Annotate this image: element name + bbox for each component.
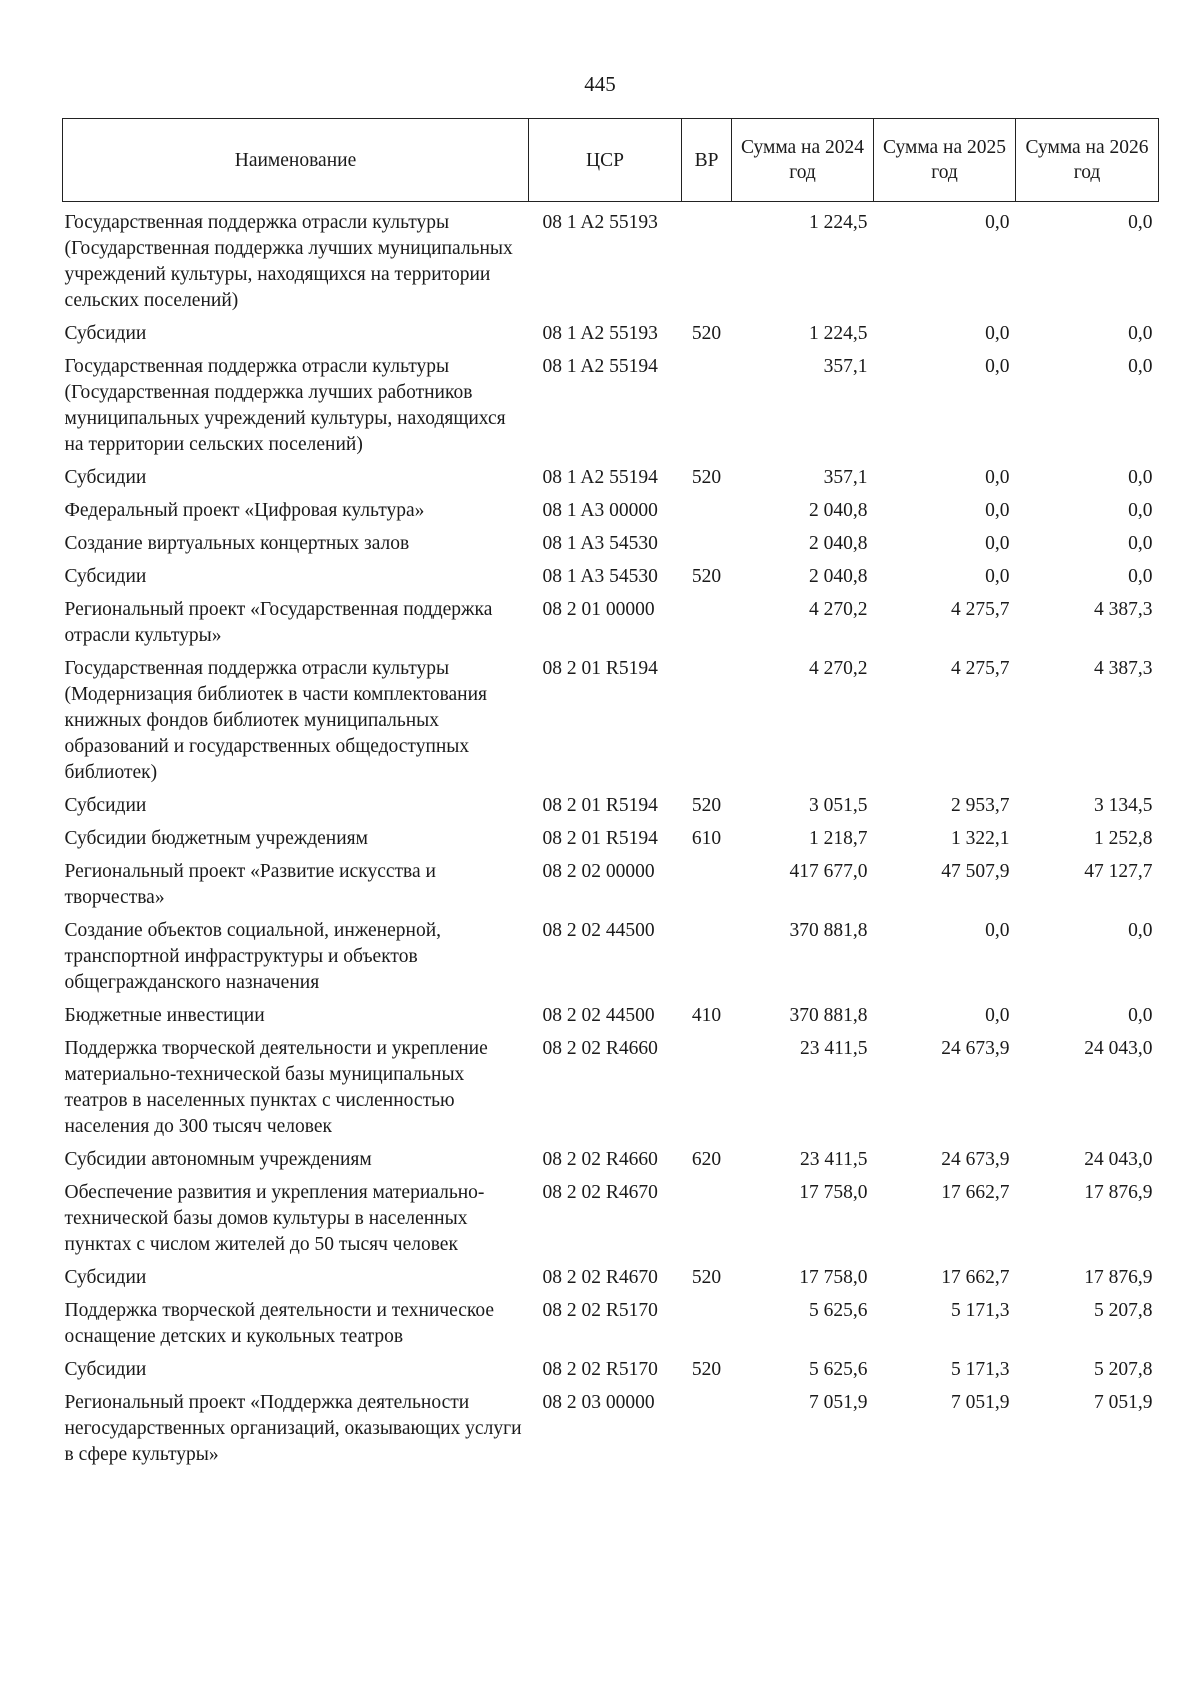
cell-sum-2024: 3 051,5 xyxy=(809,795,868,816)
cell-sum-2025: 0,0 xyxy=(985,356,1010,377)
cell-sum-2024: 5 625,6 xyxy=(809,1359,868,1380)
cell-csr: 08 1 A2 55193 xyxy=(542,323,658,344)
table-row xyxy=(63,1176,1159,1261)
cell-vr xyxy=(682,350,732,461)
cell-name: Субсидии автономным учреждениям xyxy=(64,1149,372,1170)
table-row xyxy=(63,350,1159,461)
cell-vr xyxy=(682,1294,732,1353)
cell-sum-2026: 0,0 xyxy=(1128,566,1153,587)
cell-sum-2026: 0,0 xyxy=(1128,356,1153,377)
cell-sum-2025: 17 662,7 xyxy=(941,1267,1010,1288)
cell-sum-2026: 5 207,8 xyxy=(1094,1300,1153,1321)
cell-sum-2025: 5 171,3 xyxy=(951,1300,1010,1321)
cell-csr: 08 1 A3 54530 xyxy=(542,566,658,587)
cell-vr xyxy=(682,914,732,999)
cell-name: Субсидии xyxy=(64,467,147,488)
cell-sum-2024: 2 040,8 xyxy=(809,533,868,554)
header-vr: ВР xyxy=(682,119,732,202)
cell-name: Бюджетные инвестиции xyxy=(64,1005,265,1026)
cell-sum-2025: 0,0 xyxy=(985,1005,1010,1026)
cell-vr: 410 xyxy=(691,1005,722,1026)
cell-vr: 520 xyxy=(691,795,722,816)
cell-sum-2025: 0,0 xyxy=(985,500,1010,521)
table-row xyxy=(63,560,1159,593)
cell-vr: 610 xyxy=(691,828,722,849)
cell-sum-2026: 0,0 xyxy=(1128,920,1153,941)
cell-sum-2024: 417 677,0 xyxy=(789,861,868,882)
table-row xyxy=(63,202,1159,318)
cell-csr: 08 2 02 00000 xyxy=(542,861,655,882)
cell-sum-2026: 0,0 xyxy=(1128,1005,1153,1026)
cell-sum-2026: 4 387,3 xyxy=(1094,599,1153,620)
header-sum-2026: Сумма на 2026 год xyxy=(1016,119,1159,202)
cell-sum-2025: 0,0 xyxy=(985,212,1010,233)
cell-csr: 08 1 A2 55194 xyxy=(542,467,658,488)
cell-sum-2025: 1 322,1 xyxy=(951,828,1010,849)
cell-name: Региональный проект «Государственная поддержка отрасли культуры» xyxy=(64,599,493,646)
cell-sum-2026: 24 043,0 xyxy=(1084,1149,1153,1170)
cell-vr: 520 xyxy=(691,1359,722,1380)
cell-name: Субсидии xyxy=(64,566,147,587)
table-row xyxy=(63,593,1159,652)
cell-sum-2025: 0,0 xyxy=(985,323,1010,344)
cell-sum-2024: 1 224,5 xyxy=(809,323,868,344)
cell-sum-2024: 357,1 xyxy=(823,356,868,377)
cell-vr: 520 xyxy=(691,566,722,587)
table-row xyxy=(63,999,1159,1032)
cell-name: Государственная поддержка отрасли культуры (Модернизация библиотек в части комплектования книжных фондов библиотек муниципальных образований и государственных общедоступных библиотек) xyxy=(64,658,488,783)
cell-vr: 520 xyxy=(691,1267,722,1288)
cell-name: Обеспечение развития и укрепления материально-технической базы домов культуры в населенных пунктах с числом жителей до 50 тысяч человек xyxy=(64,1182,485,1255)
cell-vr xyxy=(682,593,732,652)
table-row xyxy=(63,914,1159,999)
cell-sum-2026: 0,0 xyxy=(1128,212,1153,233)
cell-sum-2025: 0,0 xyxy=(985,533,1010,554)
cell-sum-2025: 0,0 xyxy=(985,566,1010,587)
cell-name: Государственная поддержка отрасли культуры (Государственная поддержка лучших муниципальных учреждений культуры, находящихся на территории сельских поселений) xyxy=(64,212,513,311)
header-name: Наименование xyxy=(63,119,529,202)
cell-sum-2026: 4 387,3 xyxy=(1094,658,1153,679)
cell-csr: 08 2 02 R4670 xyxy=(542,1182,658,1203)
table-row xyxy=(63,317,1159,350)
cell-name: Региональный проект «Развитие искусства и творчества» xyxy=(64,861,436,908)
cell-vr: 620 xyxy=(691,1149,722,1170)
cell-csr: 08 2 01 R5194 xyxy=(542,658,658,679)
cell-csr: 08 2 01 00000 xyxy=(542,599,655,620)
cell-csr: 08 2 02 R4660 xyxy=(542,1149,658,1170)
cell-vr xyxy=(682,1032,732,1143)
cell-name: Субсидии xyxy=(64,1359,147,1380)
cell-sum-2024: 17 758,0 xyxy=(799,1267,868,1288)
cell-sum-2024: 23 411,5 xyxy=(799,1038,868,1059)
cell-csr: 08 1 A3 00000 xyxy=(542,500,658,521)
cell-name: Федеральный проект «Цифровая культура» xyxy=(64,500,425,521)
cell-sum-2024: 17 758,0 xyxy=(799,1182,868,1203)
cell-vr xyxy=(682,652,732,789)
cell-name: Региональный проект «Поддержка деятельности негосударственных организаций, оказывающих услуги в сфере культуры» xyxy=(64,1392,522,1465)
cell-sum-2025: 24 673,9 xyxy=(941,1149,1010,1170)
cell-sum-2026: 17 876,9 xyxy=(1084,1182,1153,1203)
cell-sum-2026: 7 051,9 xyxy=(1094,1392,1153,1413)
table-row xyxy=(63,1032,1159,1143)
table-row xyxy=(63,822,1159,855)
cell-sum-2025: 4 275,7 xyxy=(951,599,1010,620)
cell-sum-2024: 370 881,8 xyxy=(789,920,868,941)
cell-sum-2026: 0,0 xyxy=(1128,500,1153,521)
cell-sum-2026: 0,0 xyxy=(1128,467,1153,488)
table-row xyxy=(63,652,1159,789)
cell-csr: 08 1 A2 55194 xyxy=(542,356,658,377)
cell-vr xyxy=(682,527,732,560)
cell-name: Создание объектов социальной, инженерной, транспортной инфраструктуры и объектов общегражданского назначения xyxy=(64,920,441,993)
cell-sum-2025: 4 275,7 xyxy=(951,658,1010,679)
cell-sum-2024: 4 270,2 xyxy=(809,658,868,679)
cell-sum-2026: 24 043,0 xyxy=(1084,1038,1153,1059)
page-number: 445 xyxy=(584,72,616,96)
cell-sum-2026: 1 252,8 xyxy=(1094,828,1153,849)
table-row xyxy=(63,494,1159,527)
cell-sum-2025: 0,0 xyxy=(985,920,1010,941)
cell-sum-2025: 47 507,9 xyxy=(941,861,1010,882)
cell-sum-2026: 5 207,8 xyxy=(1094,1359,1153,1380)
table-row xyxy=(63,1386,1159,1471)
cell-sum-2024: 4 270,2 xyxy=(809,599,868,620)
header-sum-2024: Сумма на 2024 год xyxy=(732,119,874,202)
table-row xyxy=(63,1353,1159,1386)
cell-sum-2025: 17 662,7 xyxy=(941,1182,1010,1203)
cell-csr: 08 2 02 R5170 xyxy=(542,1300,658,1321)
header-sum-2025: Сумма на 2025 год xyxy=(874,119,1016,202)
cell-sum-2025: 0,0 xyxy=(985,467,1010,488)
table-body xyxy=(63,202,1159,1472)
cell-name: Создание виртуальных концертных залов xyxy=(64,533,410,554)
cell-sum-2026: 47 127,7 xyxy=(1084,861,1153,882)
table-row xyxy=(63,855,1159,914)
cell-sum-2026: 0,0 xyxy=(1128,323,1153,344)
cell-vr xyxy=(682,494,732,527)
cell-sum-2024: 1 224,5 xyxy=(809,212,868,233)
cell-csr: 08 1 A2 55193 xyxy=(542,212,658,233)
cell-csr: 08 2 02 44500 xyxy=(542,920,655,941)
cell-name: Субсидии xyxy=(64,795,147,816)
cell-name: Субсидии бюджетным учреждениям xyxy=(64,828,368,849)
cell-vr xyxy=(682,202,732,318)
cell-name: Субсидии xyxy=(64,323,147,344)
cell-sum-2024: 23 411,5 xyxy=(799,1149,868,1170)
cell-csr: 08 2 01 R5194 xyxy=(542,828,658,849)
cell-name: Поддержка творческой деятельности и техническое оснащение детских и кукольных театров xyxy=(64,1300,495,1347)
cell-csr: 08 2 02 44500 xyxy=(542,1005,655,1026)
cell-vr xyxy=(682,855,732,914)
table-row xyxy=(63,1261,1159,1294)
cell-sum-2025: 2 953,7 xyxy=(951,795,1010,816)
cell-vr xyxy=(682,1386,732,1471)
cell-name: Поддержка творческой деятельности и укрепление материально-технической базы муниципальных театров в населенных пунктах с численностью населения до 300 тысяч человек xyxy=(64,1038,488,1137)
header-csr: ЦСР xyxy=(529,119,682,202)
cell-sum-2025: 24 673,9 xyxy=(941,1038,1010,1059)
cell-sum-2026: 0,0 xyxy=(1128,533,1153,554)
table-row xyxy=(63,461,1159,494)
cell-sum-2024: 2 040,8 xyxy=(809,500,868,521)
cell-sum-2024: 357,1 xyxy=(823,467,868,488)
cell-sum-2025: 5 171,3 xyxy=(951,1359,1010,1380)
cell-sum-2026: 3 134,5 xyxy=(1094,795,1153,816)
cell-sum-2024: 7 051,9 xyxy=(809,1392,868,1413)
cell-name: Субсидии xyxy=(64,1267,147,1288)
cell-csr: 08 1 A3 54530 xyxy=(542,533,658,554)
header-row xyxy=(63,119,1159,202)
budget-table-container xyxy=(62,118,1158,1471)
cell-csr: 08 2 02 R4670 xyxy=(542,1267,658,1288)
cell-sum-2026: 17 876,9 xyxy=(1084,1267,1153,1288)
cell-sum-2024: 2 040,8 xyxy=(809,566,868,587)
cell-vr xyxy=(682,1176,732,1261)
table-row xyxy=(63,1143,1159,1176)
cell-csr: 08 2 02 R4660 xyxy=(542,1038,658,1059)
cell-sum-2025: 7 051,9 xyxy=(951,1392,1010,1413)
cell-csr: 08 2 03 00000 xyxy=(542,1392,655,1413)
cell-sum-2024: 1 218,7 xyxy=(809,828,868,849)
cell-sum-2024: 370 881,8 xyxy=(789,1005,868,1026)
table-row xyxy=(63,789,1159,822)
cell-name: Государственная поддержка отрасли культуры (Государственная поддержка лучших работников муниципальных учреждений культуры, находящихся на территории сельских поселений) xyxy=(64,356,506,455)
table-row xyxy=(63,1294,1159,1353)
budget-table xyxy=(62,118,1159,1471)
table-header xyxy=(63,119,1159,202)
cell-sum-2024: 5 625,6 xyxy=(809,1300,868,1321)
cell-csr: 08 2 01 R5194 xyxy=(542,795,658,816)
cell-vr: 520 xyxy=(691,467,722,488)
cell-vr: 520 xyxy=(691,323,722,344)
cell-csr: 08 2 02 R5170 xyxy=(542,1359,658,1380)
table-row xyxy=(63,527,1159,560)
